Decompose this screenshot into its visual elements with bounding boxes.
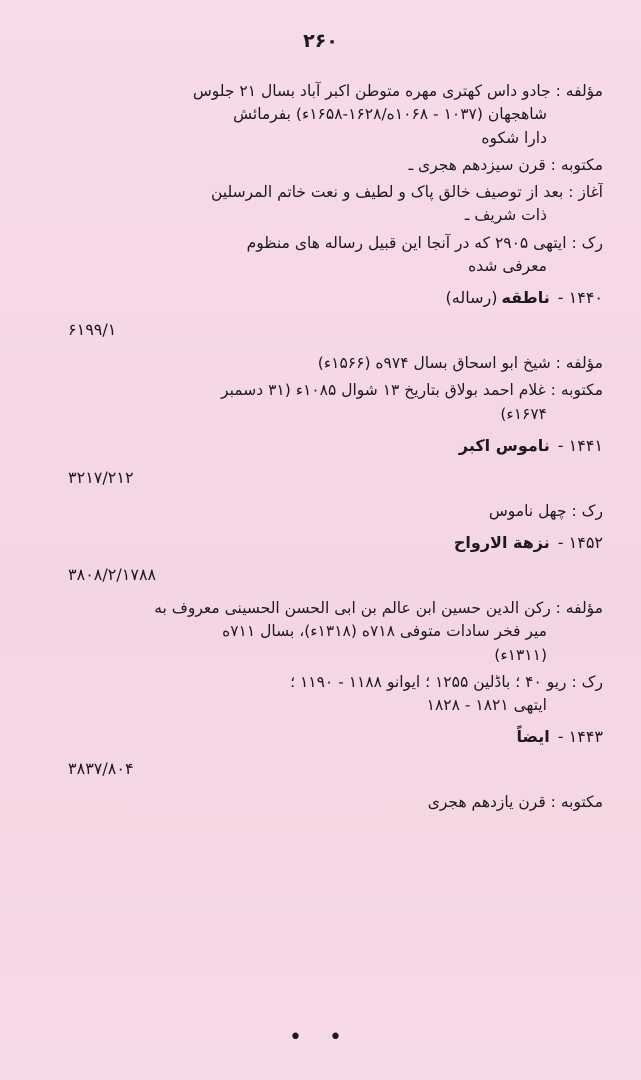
field-label: مؤلفه : [555, 354, 603, 372]
field-value: (۱۳۱۱ء) [494, 645, 547, 664]
entry-field [52, 154, 603, 177]
entry-heading [52, 434, 603, 458]
field-label: مکتوبه : [550, 155, 603, 174]
field-value: غلام احمد بولاق بتاریخ ۱۳ شوال ۱۰۸۵ء (۳۱ دسمبر [221, 381, 546, 400]
field-line [52, 127, 603, 150]
entry-field [52, 181, 603, 228]
field-line [52, 644, 603, 667]
field-line [52, 597, 603, 620]
entry-title: ناموس اکبر [458, 435, 550, 455]
entry-heading [52, 286, 603, 310]
entry-field [52, 352, 603, 375]
field-line [52, 232, 603, 255]
entry-title: ایضاً [516, 727, 550, 747]
field-value: قرن سیزدهم هجری ـ [408, 155, 546, 174]
field-line [52, 181, 603, 204]
field-value: ذات شریف ـ [464, 206, 547, 225]
field-label: مکتوبه : [550, 381, 603, 400]
entry-number: ۱۴۴۳ - [557, 727, 603, 747]
catalogue-entry [52, 725, 603, 814]
entry-field [52, 791, 603, 814]
field-value: ۱۶۷۴ء) [500, 404, 547, 423]
field-line [52, 80, 603, 103]
entry-heading [52, 725, 603, 749]
shelf-number: ۶۱۹۹/۱ [68, 320, 117, 339]
footer-dots: • • [289, 1025, 352, 1050]
catalogue-entry [52, 531, 603, 717]
page-number: ۲۶۰ [303, 30, 338, 52]
field-line [52, 500, 603, 523]
catalogue-entry [52, 80, 603, 278]
field-value: شیخ ابو اسحاق بسال ۹۷۴ه (۱۵۶۶ء) [317, 354, 551, 372]
field-line [52, 403, 603, 426]
field-line [52, 620, 603, 643]
field-label: رک : [571, 672, 603, 691]
field-line [52, 103, 603, 126]
entry-number: ۱۴۴۱ - [557, 435, 603, 455]
field-value: قرن یازدهم هجری [427, 793, 546, 812]
entry-subtitle: (رساله) [445, 288, 498, 307]
field-value: شاهجهان (۱۰۳۷ - ۱۰۶۸ه/۱۶۲۸-۱۶۵۸ء) بفرمائش [233, 105, 547, 124]
entry-field [52, 597, 603, 667]
field-value: میر فخر سادات متوفی ۷۱۸ه (۱۳۱۸ء)، بسال ۷۱۱ه [222, 622, 547, 641]
field-line [52, 379, 603, 402]
field-label: رک : [571, 501, 603, 520]
field-label: مؤلفه : [555, 82, 603, 100]
field-value: ایتهی ۱۸۲۱ - ۱۸۲۸ [426, 696, 547, 714]
field-value: چهل ناموس [488, 501, 567, 520]
entry-field [52, 80, 603, 150]
field-value: ریو ۴۰ ؛ باڈلین ۱۲۵۵ ؛ ایوانو ۱۱۸۸ - ۱۱۹۰ ؛ [290, 672, 567, 691]
field-value: معرفی شده [468, 256, 547, 275]
shelf-number: ۳۲۱۷/۲۱۲ [68, 467, 134, 487]
entry-number: ۱۴۵۲ - [557, 533, 603, 552]
field-value: ایتهی ۲۹۰۵ که در آنجا این قبیل رساله های منظوم [246, 233, 567, 252]
field-label: رک : [571, 233, 603, 252]
entry-field [52, 671, 603, 718]
field-line [52, 671, 603, 694]
entry-title: ناطقه [501, 288, 550, 307]
field-line [52, 694, 603, 717]
entry-heading [52, 531, 603, 555]
field-value: بعد از توصیف خالق پاک و لطیف و نعت خاتم المرسلین [211, 183, 564, 201]
catalogue-entry [52, 434, 603, 523]
entry-number: ۱۴۴۰ - [557, 288, 603, 307]
field-line [52, 154, 603, 177]
field-line [52, 352, 603, 375]
shelf-number: ۳۸۰۸/۲/۱۷۸۸ [68, 565, 157, 584]
field-line [52, 255, 603, 278]
entry-field [52, 379, 603, 426]
shelf-number: ۳۸۳۷/۸۰۴ [68, 759, 134, 779]
entry-field [52, 232, 603, 279]
field-value: رکن الدین حسین ابن عالم بن ابی الحسن الحسینی معروف به [154, 599, 551, 617]
field-label: آغاز : [568, 183, 603, 201]
entry-field [52, 500, 603, 523]
field-line [52, 791, 603, 814]
field-line [52, 204, 603, 227]
catalogue-entry [52, 286, 603, 426]
field-value: دارا شکوه [481, 128, 547, 147]
entry-title: نزهة الارواح [453, 533, 550, 552]
catalogue-content [52, 80, 603, 815]
field-label: مؤلفه : [555, 599, 603, 617]
field-label: مکتوبه : [550, 793, 603, 812]
field-value: جادو داس کهتری مهره متوطن اکبر آباد بسال ۲۱ جلوس [192, 82, 551, 100]
